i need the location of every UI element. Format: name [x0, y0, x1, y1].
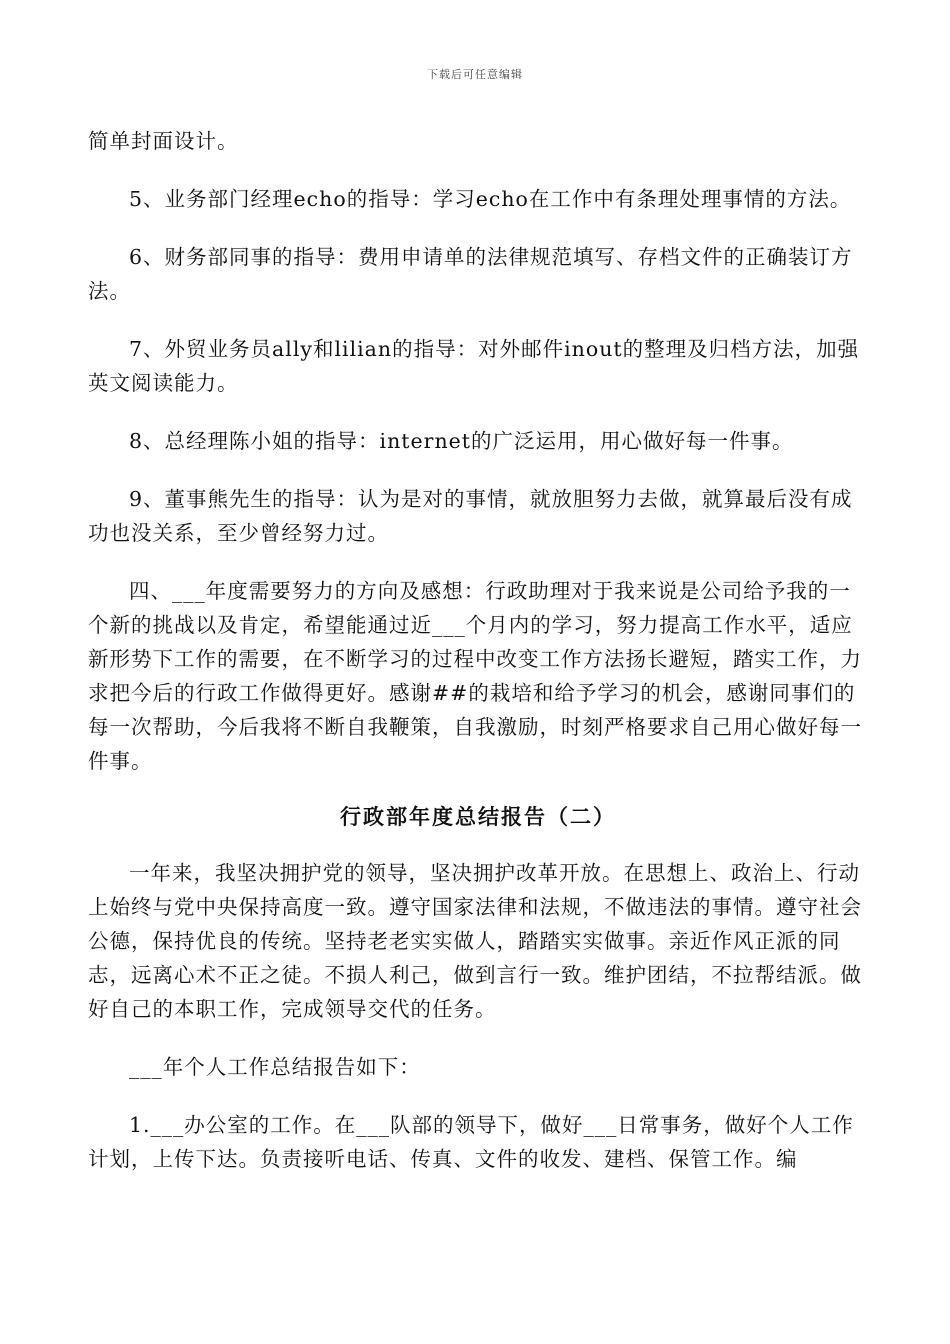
paragraph-annual-intro: 一年来，我坚决拥护党的领导，坚决拥护改革开放。在思想上、政治上、行动上始终与党中央保持高度一致。遵守国家法律和法规，不做违法的事情。遵守社会公德，保持优良的传统。坚持老老实实做人，踏踏实实做事。亲近作风正派的同志，远离心术不正之徒。不损人利己，做到言行一致。维护团结，不拉帮结派。做好自己的本职工作，完成领导交代的任务。: [88, 861, 862, 1021]
header-note: 下载后可任意编辑: [427, 68, 523, 81]
paragraph-cover-design: 简单封面设计。: [88, 129, 239, 153]
document-body: [88, 124, 868, 1176]
paragraph-item-8: 8、总经理陈小姐的指导：internet的广泛运用，用心做好每一件事。: [129, 429, 794, 453]
paragraph-section-four: 四、___年度需要努力的方向及感想：行政助理对于我来说是公司给予我的一个新的挑战以及肯定，希望能通过近___个月内的学习，努力提高工作水平，适应新形势下工作的需要，在不断学习的过程中改变工作方法扬长避短，踏实工作，力求把今后的行政工作做得更好。感谢##的栽培和给予学习的机会，感谢同事们的每一次帮助，今后我将不断自我鞭策，自我激励，时刻严格要求自己用心做好每一件事。: [88, 579, 862, 773]
paragraph-item-5: 5、业务部门经理echo的指导：学习echo在工作中有条理处理事情的方法。: [129, 187, 852, 211]
paragraph-item-6: 6、财务部同事的指导：费用申请单的法律规范填写、存档文件的正确装订方法。: [88, 245, 853, 303]
paragraph-item-7: 7、外贸业务员ally和lilian的指导：对外邮件inout的整理及归档方法，加强英文阅读能力。: [88, 337, 860, 395]
paragraph-item-9: 9、董事熊先生的指导：认为是对的事情，就放胆努力去做，就算最后没有成功也没关系，至少曾经努力过。: [88, 487, 853, 545]
paragraph-report-lead: ___年个人工作总结报告如下：: [129, 1055, 421, 1079]
paragraph-item-1: 1.___办公室的工作。在___队部的领导下，做好___日常事务，做好个人工作计划，上传下达。负责接听电话、传真、文件的收发、建档、保管工作。编: [88, 1113, 854, 1171]
section-title: 行政部年度总结报告（二）: [340, 804, 616, 829]
